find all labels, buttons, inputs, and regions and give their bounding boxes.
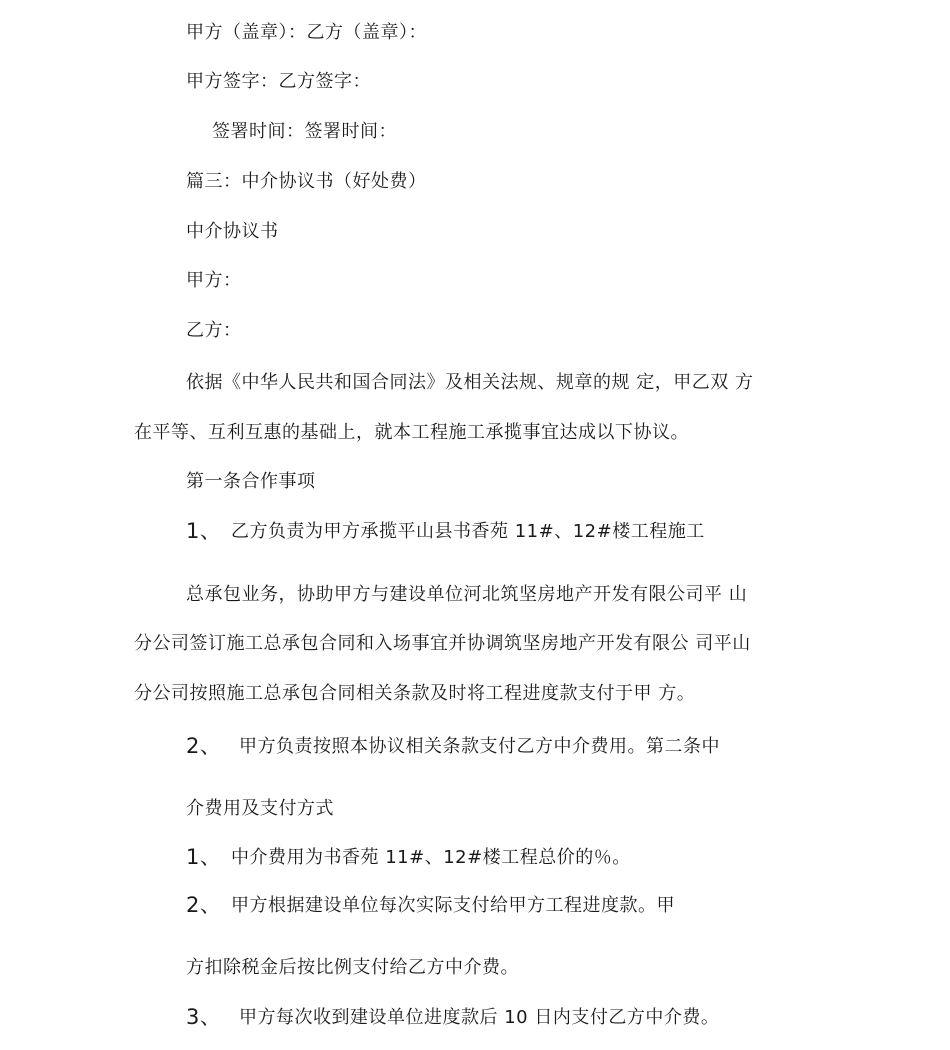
party-a-label: 甲方： bbox=[186, 270, 242, 291]
document-title: 中介协议书 bbox=[186, 221, 279, 242]
signature-date-line: 签署时间：签署时间： bbox=[212, 121, 397, 142]
item-number: 2、 bbox=[186, 893, 222, 917]
article-1-item-2: 甲方负责按照本协议相关条款支付乙方中介费用。第二条中 bbox=[239, 736, 720, 757]
item-number: 1、 bbox=[186, 519, 222, 543]
article-2-heading-cont: 介费用及支付方式 bbox=[186, 798, 334, 819]
item-number: 1、 bbox=[186, 845, 222, 869]
article-2-item-1: 中介费用为书香苑 11#、12#楼工程总价的％。 bbox=[231, 847, 631, 868]
article-1-item-1: 乙方负责为甲方承揽平山县书香苑 11#、12#楼工程施工 bbox=[231, 521, 705, 542]
preamble-line-1: 依据《中华人民共和国合同法》及相关法规、规章的规 定，甲乙双 方 bbox=[186, 372, 754, 393]
signature-seal-line: 甲方（盖章）：乙方（盖章）： bbox=[186, 22, 427, 43]
article-2-item-3: 甲方每次收到建设单位进度款后 10 日内支付乙方中介费。 bbox=[239, 1007, 720, 1028]
article-1-item-1-cont-3: 分公司按照施工总承包合同相关条款及时将工程进度款支付于甲 方。 bbox=[134, 683, 696, 704]
article-1-heading: 第一条合作事项 bbox=[186, 471, 316, 492]
signature-name-line: 甲方签字：乙方签字： bbox=[186, 71, 371, 92]
article-2-item-2: 甲方根据建设单位每次实际支付给甲方工程进度款。甲 bbox=[231, 895, 675, 916]
party-b-label: 乙方： bbox=[186, 320, 242, 341]
preamble-line-2: 在平等、互利互惠的基础上，就本工程施工承揽事宜达成以下协议。 bbox=[134, 422, 689, 443]
article-1-item-1-cont-1: 总承包业务，协助甲方与建设单位河北筑坚房地产开发有限公司平 山 bbox=[186, 584, 748, 605]
item-number: 3、 bbox=[186, 1005, 222, 1029]
article-2-item-2-cont: 方扣除税金后按比例支付给乙方中介费。 bbox=[186, 957, 519, 978]
article-1-item-1-cont-2: 分公司签订施工总承包合同和入场事宜并协调筑坚房地产开发有限公 司平山 bbox=[134, 633, 751, 654]
section-heading: 篇三：中介协议书（好处费） bbox=[186, 171, 427, 192]
item-number: 2、 bbox=[186, 734, 222, 758]
